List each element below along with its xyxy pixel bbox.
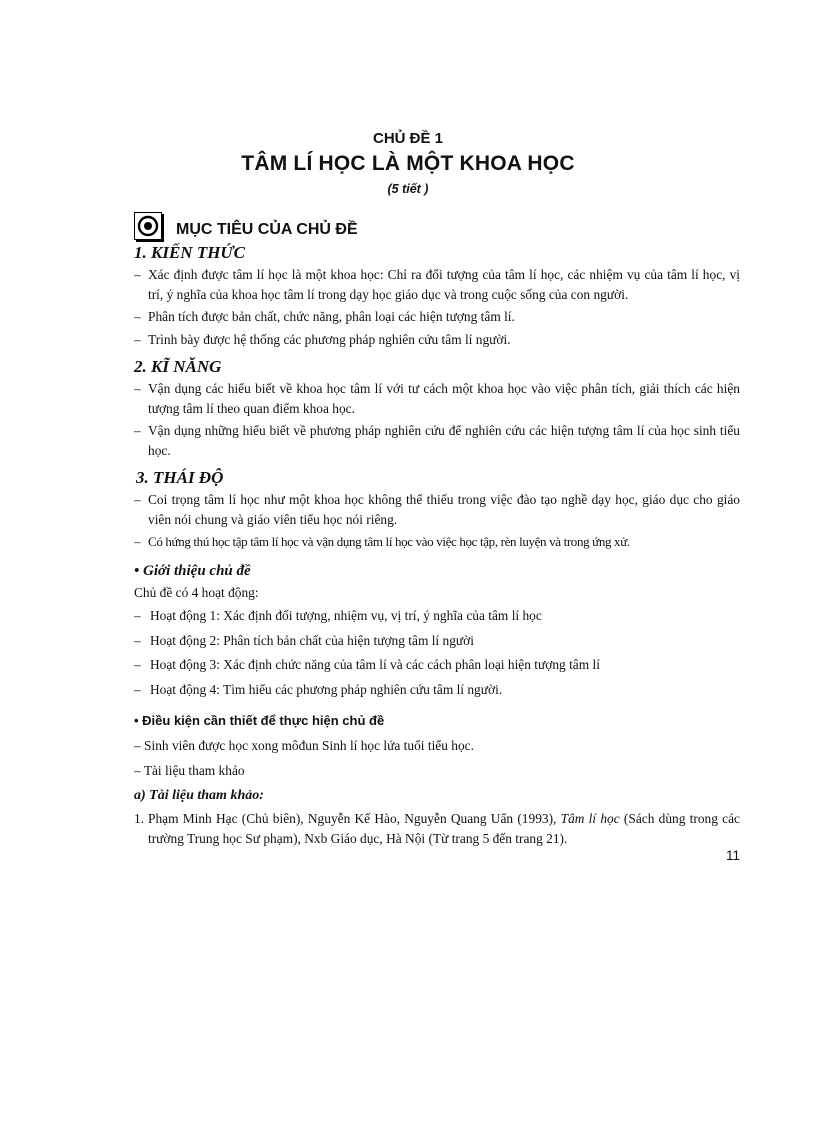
chapter-label: CHỦ ĐỀ 1 <box>372 130 443 147</box>
activity-text: Hoạt động 1: Xác định đối tượng, nhiệm vụ, vị trí, ý nghĩa của tâm lí học <box>150 608 542 623</box>
main-content <box>134 242 740 848</box>
intro-heading-text: Giới thiệu chủ đề <box>143 562 251 579</box>
list-item-text: Vận dụng những hiểu biết về phương pháp nghiên cứu để nghiên cứu các hiện tượng tâm lí của học sinh tiểu học. <box>148 423 740 458</box>
reference-item <box>134 809 740 848</box>
list-item-text: Vận dụng các hiểu biết về khoa học tâm lí với tư cách một khoa học vào việc phân tích, giải thích các hiện tượng tâm lí theo quan điểm khoa học. <box>148 381 740 416</box>
reference-number: 1. <box>134 811 145 826</box>
activity-item: – Hoạt động 2: Phân tích bản chất của hiện tượng tâm lí người <box>134 632 474 648</box>
condition-item: – Tài liệu tham khảo <box>134 762 245 778</box>
intro-lead: Chủ đề có 4 hoạt động: <box>134 584 259 600</box>
target-icon <box>134 212 162 240</box>
list-item-text: Có hứng thú học tập tâm lí học và vận dụng tâm lí học vào việc học tập, rèn luyện và trong ứng xử. <box>148 534 630 549</box>
list-item: – Trình bày được hệ thống các phương pháp nghiên cứu tâm lí người. <box>134 331 511 347</box>
list-item: – Xác định được tâm lí học là một khoa học: Chỉ ra đối tượng của tâm lí học, các nhiệm vụ của tâm lí học, vị trí, ý nghĩa của khoa học tâm lí trong dạy học giáo dục và trong cuộc sống của con người. <box>134 267 740 302</box>
section-heading-attitude: 3. THÁI ĐỘ <box>136 468 224 487</box>
page-title: TÂM LÍ HỌC LÀ MỘT KHOA HỌC <box>241 152 575 175</box>
references-heading: a) Tài liệu tham khảo: <box>134 788 264 803</box>
conditions-heading-text: Điều kiện cần thiết để thực hiện chủ đề <box>142 713 385 728</box>
activity-text: Hoạt động 2: Phân tích bản chất của hiện tượng tâm lí người <box>150 632 474 648</box>
page-number: 11 <box>725 848 740 863</box>
activity-text: Hoạt động 3: Xác định chức năng của tâm lí và các cách phân loại hiện tượng tâm lí <box>150 657 600 672</box>
reference-authors: Phạm Minh Hạc (Chủ biên), Nguyễn Kế Hào, Nguyễn Quang Uẩn (1993), <box>148 811 561 826</box>
objectives-title: MỤC TIÊU CỦA CHỦ ĐỀ <box>176 221 358 238</box>
reference-details: (Sách dùng trong các trường Trung học Sư phạm), Nxb Giáo dục, Hà Nội (Từ trang 5 đến trang 21). <box>148 811 740 846</box>
reference-book-title: Tâm lí học <box>560 811 620 826</box>
section-heading-skills: 2. KĨ NĂNG <box>134 357 222 376</box>
conditions-heading <box>134 711 740 731</box>
list-item: – Vận dụng các hiểu biết về khoa học tâm lí với tư cách một khoa học vào việc phân tích, giải thích các hiện tượng tâm lí theo quan điểm khoa học. <box>134 381 740 416</box>
list-item: – Có hứng thú học tập tâm lí học và vận dụng tâm lí học vào việc học tập, rèn luyện và trong ứng xử. <box>134 534 630 549</box>
section-heading-knowledge: 1. KIẾN THỨC <box>134 243 245 262</box>
bullet-icon: • <box>134 562 144 579</box>
list-item: – Vận dụng những hiểu biết về phương pháp nghiên cứu để nghiên cứu các hiện tượng tâm lí của học sinh tiểu học. <box>134 423 740 458</box>
activity-item: – Hoạt động 4: Tìm hiểu các phương pháp nghiên cứu tâm lí người. <box>134 681 503 697</box>
intro-heading <box>134 561 740 581</box>
list-item-text: Coi trọng tâm lí học như một khoa học không thể thiếu trong việc đào tạo nghề dạy học, giáo dục cho giáo viên nói chung và giáo viên tiểu học nói riêng. <box>148 492 740 527</box>
list-item-text: Xác định được tâm lí học là một khoa học: Chỉ ra đối tượng của tâm lí học, các nhiệm vụ của tâm lí học, vị trí, ý nghĩa của khoa học tâm lí trong dạy học giáo dục và trong cuộc sống của con người. <box>148 267 740 302</box>
list-item-text: Trình bày được hệ thống các phương pháp nghiên cứu tâm lí người. <box>148 331 511 347</box>
list-item-text: Phân tích được bản chất, chức năng, phân loại các hiện tượng tâm lí. <box>148 309 515 324</box>
activity-text: Hoạt động 4: Tìm hiểu các phương pháp nghiên cứu tâm lí người. <box>150 681 503 697</box>
list-item: – Phân tích được bản chất, chức năng, phân loại các hiện tượng tâm lí. <box>134 309 515 324</box>
list-item: – Coi trọng tâm lí học như một khoa học không thể thiếu trong việc đào tạo nghề dạy học, giáo dục cho giáo viên nói chung và giáo viên tiểu học nói riêng. <box>134 492 740 527</box>
condition-text: Sinh viên được học xong môđun Sinh lí học lứa tuổi tiểu học. <box>144 738 474 753</box>
duration-subtitle: (5 tiết ) <box>387 182 429 196</box>
bullet-icon: • <box>134 713 143 728</box>
condition-text: Tài liệu tham khảo <box>143 762 245 778</box>
objectives-header <box>134 208 358 240</box>
activity-item: – Hoạt động 3: Xác định chức năng của tâm lí và các cách phân loại hiện tượng tâm lí <box>134 657 600 672</box>
activity-item: – Hoạt động 1: Xác định đối tượng, nhiệm vụ, vị trí, ý nghĩa của tâm lí học <box>134 608 542 623</box>
condition-item: – Sinh viên được học xong môđun Sinh lí học lứa tuổi tiểu học. <box>134 738 474 753</box>
